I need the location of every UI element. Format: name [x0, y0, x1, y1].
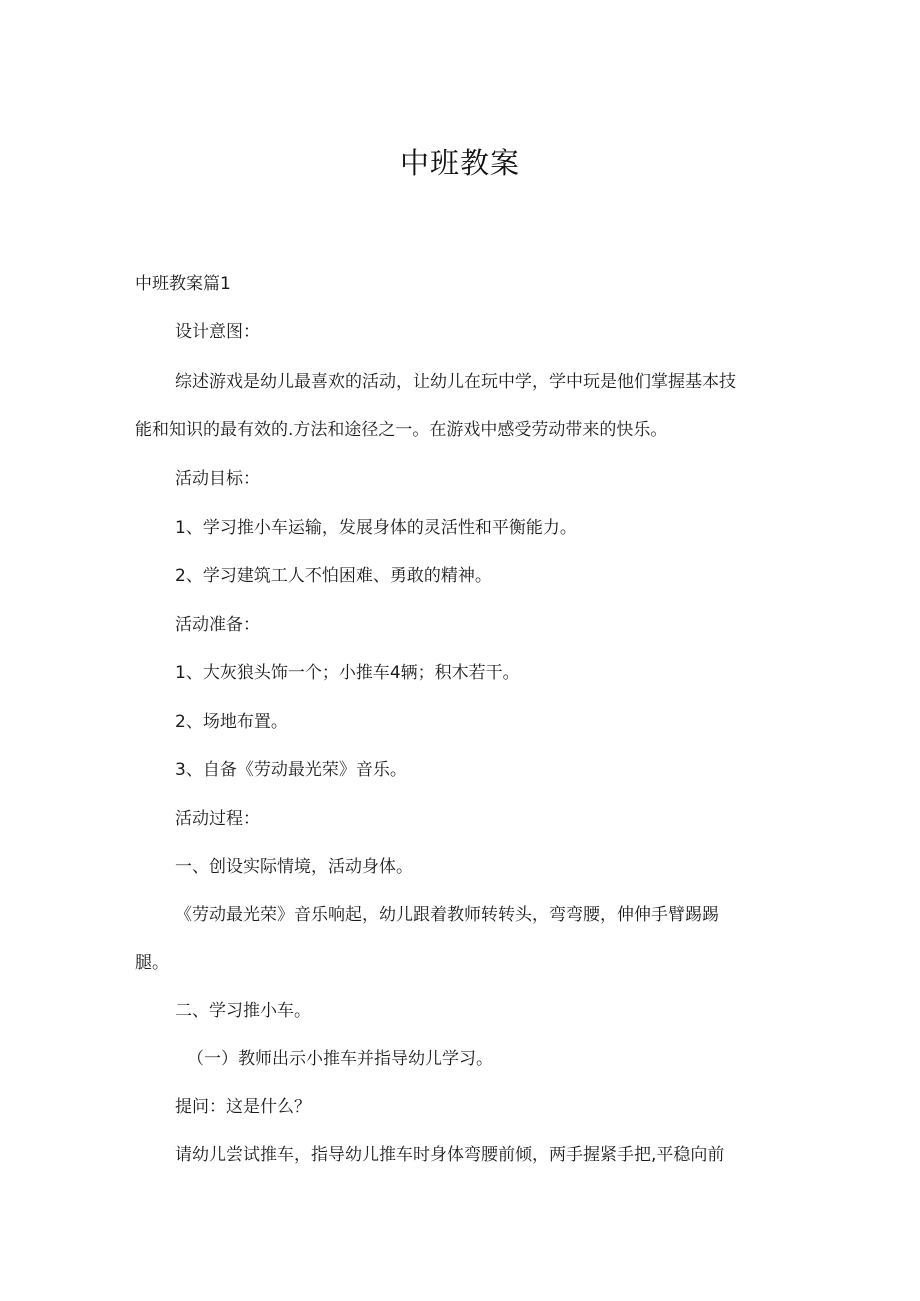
paragraph-line: 二、学习推小车。: [175, 1001, 311, 1021]
paragraph-line: 活动准备：: [175, 615, 260, 635]
page-title: 中班教案: [399, 146, 520, 180]
section-heading: 中班教案篇1: [135, 274, 231, 294]
paragraph-line: （一）教师出示小推车并指导幼儿学习。: [187, 1049, 493, 1069]
paragraph-line: 请幼儿尝试推车，指导幼儿推车时身体弯腰前倾，两手握紧手把,平稳向前: [175, 1145, 725, 1165]
paragraph-line: 一、创设实际情境，活动身体。: [175, 857, 413, 877]
paragraph-line: 综述游戏是幼儿最喜欢的活动，让幼儿在玩中学，学中玩是他们掌握基本技: [175, 372, 736, 392]
list-item: 1、学习推小车运输，发展身体的灵活性和平衡能力。: [175, 518, 577, 538]
list-item: 1、大灰狼头饰一个；小推车4辆；积木若干。: [175, 663, 520, 683]
paragraph-line: 能和知识的最有效的.方法和途径之一。在游戏中感受劳动带来的快乐。: [135, 420, 668, 440]
paragraph-line: 提问：这是什么？: [175, 1097, 311, 1117]
list-item: 2、学习建筑工人不怕困难、勇敢的精神。: [175, 566, 492, 586]
paragraph-line: 活动目标：: [175, 469, 260, 489]
paragraph-line: 活动过程：: [175, 809, 260, 829]
list-item: 2、场地布置。: [175, 712, 288, 732]
paragraph-line: 设计意图：: [175, 322, 260, 342]
list-item: 3、自备《劳动最光荣》音乐。: [175, 760, 407, 780]
paragraph-line: 腿。: [135, 953, 169, 973]
paragraph-line: 《劳动最光荣》音乐响起，幼儿跟着教师转转头，弯弯腰，伸伸手臂踢踢: [175, 905, 719, 925]
